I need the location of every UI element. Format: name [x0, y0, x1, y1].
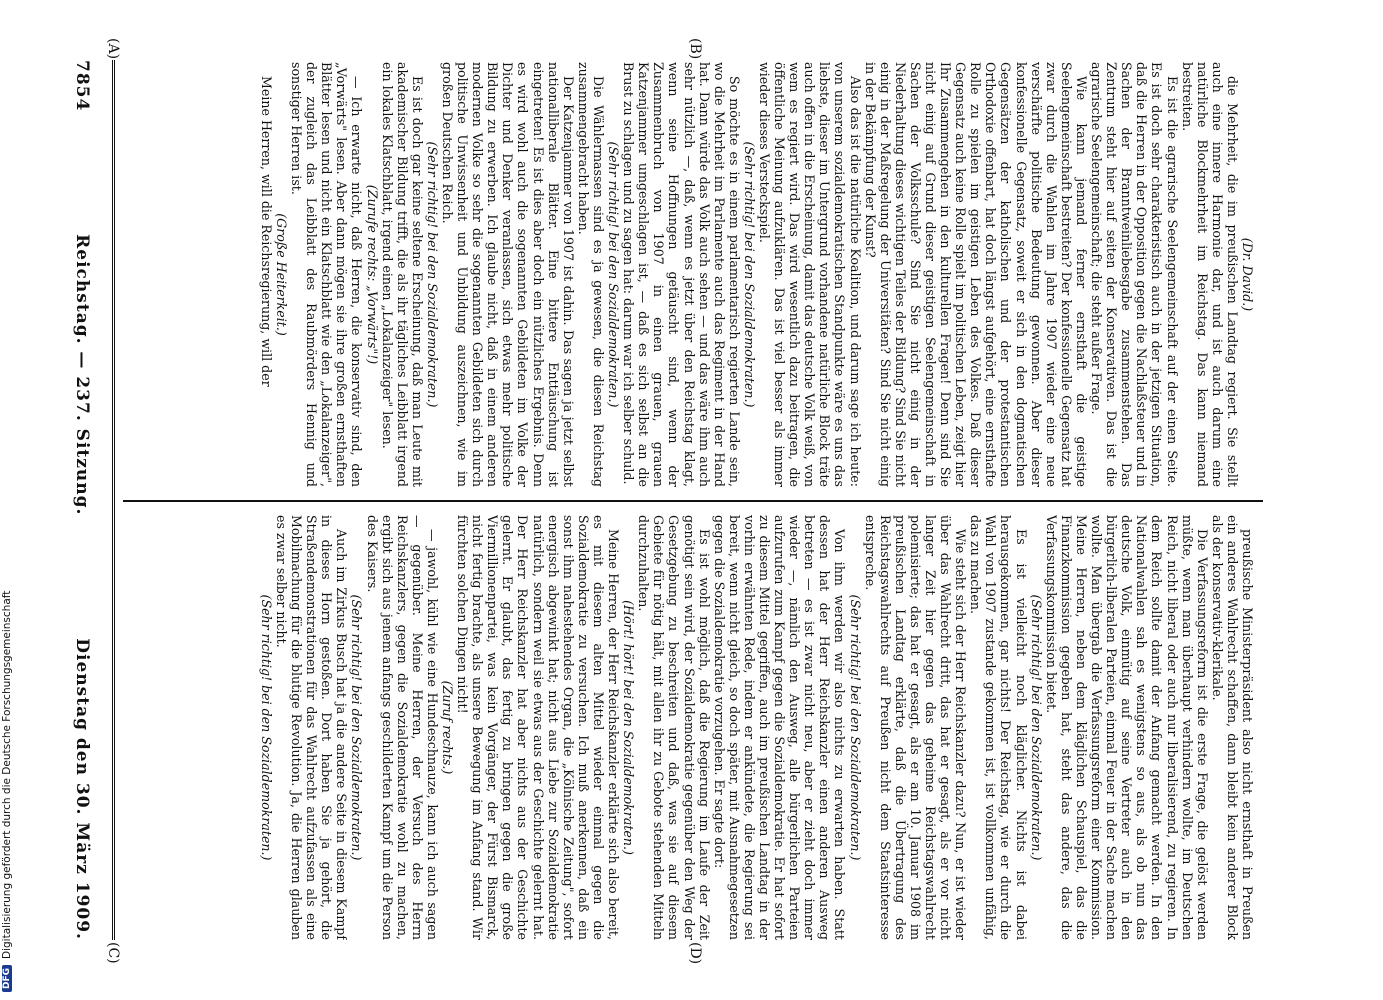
header-title: Reichstag. — 237. Sitzung.	[72, 234, 92, 516]
paragraph: (Sehr richtig! bei den Sozialdemokraten.)	[741, 141, 757, 408]
paragraph: die Mehrheit, die im preußischen Landtag regiert. Sie stellt auch eine innere Harmonie dar, und ist auch darum eine natürliche Blockmehrheit im Reichstag. Das kann niemand bestreiten.	[1179, 62, 1240, 487]
paragraph: Von ihm werden wir also nichts zu erwarten haben. Statt dessen hat der Herr Reichskanzler einen anderen Ausweg betreten — es ist zwar nicht neu, aber er zieht doch immer wieder —, nämlich den Ausweg, alle bürgerlichen Parteien aufzurufen zum Kampf gegen die Sozialdemokratie. Er hat sofort zu diesem Mittel gegriffen, auch im preußischen Landtag in der vorhin erwähnten Rede, indem er ankündete, die Regierung sei bereit, wenn nicht gleich, so doch später, mit Ausnahmegesetzen gegen die Sozialdemokratie vorzugehen. Er sagte dort:	[711, 515, 848, 940]
paragraph: So möchte es in einem parlamentarisch regierten Lande sein, wo die Mehrheit im Parlamente auch das Regiment in der Hand hat. Dann würde das Volk auch sehen — und das wäre ihm auch sehr nützlich —, daß, wenn es jetzt über den Reichstag klagt, wenn seine Hoffnungen getäuscht sind, wenn der Zusammenbruch von 1907 in einen grauen, grauen Katzenjammer umgeschlagen ist, — daß es sich selbst an die Brust zu schlagen und zu sagen hat: darum war ich selber schuld.	[621, 62, 742, 487]
paragraph: Der Katzenjammer von 1907 ist dahin. Das sagen ja jetzt selbst nationalliberale Blätter. Eine bittere Enttäuschung ist eingetreten! Es ist dies aber doch ein nützliches Ergebnis. Denn es wird wohl auch die sogenannten Gebildeten im Volke der Dichter und Denker veranlassen, sich etwas mehr politische Bildung zu erwerben. Ich glaube nicht, daß in einem anderen modernen Volke so sehr die sogenannten Gebildeten sich durch politische Unwissenheit und Unbildung auszeichnen, wie im großen Deutschen Reich.	[440, 62, 576, 487]
footer-sidebar	[0, 0, 14, 1000]
left-column	[125, 62, 1255, 487]
paragraph: (Zuruf rechts.)	[440, 680, 456, 775]
margin-mark-b: (B)	[687, 38, 703, 60]
paragraph: Es ist die agrarische Seelengemeinschaft auf der einen Seite. Es ist doch sehr charakteristisch auch in der jetzigen Situation, daß die Herren in der Opposition gegen die Nachlaßsteuer und in Sachen der Branntweinliebesgabe zusammenstehen. Das Zentrum steht hier auf seiten der Konservativen. Das ist die agrarische Seelengemeinschaft; die steht außer Frage.	[1089, 62, 1180, 487]
paragraph: Meine Herren, der Herr Reichskanzler erklärte sich also bereit, es mit diesem alten Mittel wieder einmal gegen die Sozialdemokratie zu versuchen. Ich muß anerkennen, daß ein sonst ihm nahestehendes Organ, die „Kölnische Zeitung", sofort energisch abgewinkt hat; nicht aus Liebe zur Sozialdemokratie natürlich, sondern weil sie etwas aus der Geschichte gelernt hat. Der Herr Reichskanzler hat aber nichts aus der Geschichte gelernt. Er glaubt, das fertig zu bringen gegen die große Viermillionenpartei, was kein Vorgänger, der Fürst Bismarck, nicht fertig brachte, als unsere Bewegung im Anfang stand. Wir fürchten solchen Dingen nicht!	[455, 515, 622, 940]
margin-mark-d: (D)	[687, 942, 703, 965]
paragraph: (Sehr richtig! bei den Sozialdemokraten.)	[258, 594, 274, 861]
margin-mark-a: (A)	[105, 38, 121, 60]
paragraph: preußische Ministerpräsident also nicht ernsthaft in Preußen ein anderes Wahlrecht schaffen, dann bleibt kein anderer Block als der konservativ-klerikale.	[1209, 515, 1255, 940]
paragraph: (Sehr richtig! bei den Sozialdemokraten.)	[847, 594, 863, 861]
paragraph: Auch im Zirkus Busch hat ja die andere Seite in diesem Kampf in dieses Horn gestoßen. Dort haben Sie ja gehört, die Straßendemonstrationen für das Wahlrecht aufzufassen als eine Mobilmachung für die blutige Revolution. Ja, die Herren glauben es zwar selber nicht.	[274, 515, 350, 940]
paragraph: (Zurufe rechts: „Vorwärts"!)	[364, 184, 380, 365]
paragraph: Es ist vielleicht noch kläglicher. Nichts ist dabei herausgekommen, gar nichts! Der Reichstag, wie er durch die Wahl von 1907 zustande gekommen ist, ist vollkommen unfähig, das zu machen.	[968, 515, 1029, 940]
paragraph: (Hört! hört! bei den Sozialdemokraten.)	[621, 600, 637, 855]
running-header	[67, 60, 97, 940]
column-divider	[123, 500, 1263, 502]
paragraph: (Große Heiterkeit.)	[274, 213, 289, 336]
paragraph: Die Verfassungsreform ist die erste Frage, die gelöst werden müßte, wenn man überhaupt verhindern wollte, im Deutschen Reich, nicht liberal oder auch nur liberalisierend, zu regieren. In dem Reich sollte damit der Anfang gemacht werden. In den Nationalwahlen sah es wenigstens so aus, als ob nun das deutsche Volk, einmütig auf seine Vertreter auch in den bürgerlich-liberalen Parteien, einmal Feuer in der Sache machen wollte. Man übergab die Verfassungsreform einer Kommission. Meine Herren, neben dem kläglichen Schauspiel, das die Finanzkommission gegeben hat, steht das andere, das die Verfassungskommission bietet.	[1043, 515, 1210, 940]
paragraph: Es ist wohl möglich, daß die Regierung im Laufe der Zeit genötigt sein wird, der Sozialdemokratie gegenüber den Weg der Gesetzgebung zu beschreiten und daß, was sie auf diesem Gebiete für nötig hält, mit allen ihr zu Gebote stehenden Mitteln durchzuhalten.	[636, 515, 712, 940]
paragraph: Meine Herren, will die Reichsregierung, will der	[258, 76, 274, 387]
header-rule	[112, 60, 115, 940]
paragraph: Wie kann jemand ferner ernsthaft die geistige Seelengemeinschaft bestreiten? Der konfessionelle Gegensatz hat zwar durch die Wahlen im Jahre 1907 wieder eine neue verschärfte politische Bedeutung gewonnen. Aber dieser konfessionelle Gegensatz, soweit er sich in den dogmatischen Gegensätzen der katholischen und der protestantischen Orthodoxie offenbart, hat doch längst aufgehört, eine ernsthafte Rolle zu spielen im geistigen Leben des Volkes. Daß dieser Gegensatz auch keine Rolle spielt im politischen Leben, zeigt hier Ihr Zusammengehen in den kulturellen Fragen! Denn sind Sie nicht einig auf Grund dieser geistigen Seelengemeinschaft in Sachen der Volksschule? Sind Sie nicht einig in der Niederhaltung dieses wichtigen Teiles der Bildung? Sind Sie nicht einig in der Maßregelung der Universitäten? Sind Sie nicht einig in der Bekämpfung der Kunst?	[862, 62, 1089, 487]
paragraph: Die Wählermassen sind es ja gewesen, die diesen Reichstag zusammengebracht haben.	[575, 62, 606, 487]
footer-credit: Digitalisierung gefördert durch die Deutsche Forschungsgemeinschaft	[1, 590, 13, 959]
paragraph: Also das ist die natürliche Koalition, und darum sage ich heute: von unserem sozialdemokratischen Standpunkte wäre es uns das liebste, dieser im Untergrund vorhandene natürliche Block träte auch offen in die Erscheinung, damit das deutsche Volk weiß, von wem es regiert wird. Das wird wesentlich dazu beitragen, die öffentliche Meinung aufzuklären. Das ist viel besser als immer wieder dieses Versteckspiel.	[757, 62, 863, 487]
right-column	[125, 515, 1255, 940]
paragraph: — Ich erwarte nicht, daß Herren, die konservativ sind, den „Vorwärts" lesen. Aber dann mögen sie ihre großen ernsthaften Blätter lesen und nicht ein Klatschblatt wie den „Lokalanzeiger", der zugleich das Leibblatt des Raubmörders Hennig und sonstiger Herren ist.	[289, 62, 365, 487]
paragraph: Es ist doch gar keine seltene Erscheinung, daß man Leute mit akademischer Bildung trifft, die als ihr tägliches Leibblatt irgend ein lokales Klatschblatt, irgend einen „Lokalanzeiger" lesen.	[379, 62, 425, 487]
paragraph: — jawohl, kühl wie eine Hundeschnauze, kann ich auch sagen — gegenüber. Meine Herren, der Versuch des Herrn Reichskanzlers, gegen die Sozialdemokratie wohl zu machen, ergibt sich aus jenem anfangs geschilderten Kampf um die Person des Kaisers.	[364, 515, 440, 940]
margin-mark-c: (C)	[105, 942, 121, 964]
paragraph: (Sehr richtig! bei den Sozialdemokraten.)	[349, 594, 365, 861]
page-number: 7854	[72, 60, 92, 112]
paragraph: (Sehr richtig! bei den Sozialdemokraten.)	[424, 141, 440, 408]
header-date: Dienstag den 30. März 1909.	[72, 638, 92, 940]
paragraph: Wie steht sich der Herr Reichskanzler dazu? Nun, er ist wieder über das Wahlrecht dritt, das hat er gesagt, als er vor nicht langer Zeit hier gegen das geheime Reichstagswahlrecht polemisierte; das hat er gesagt, als er am 10. Januar 1908 im preußischen Landtag erklärte, daß die Übertragung des Reichstagswahlrechts auf Preußen nicht dem Staatsinteresse entspreche.	[862, 515, 969, 940]
paragraph: (Sehr richtig! bei den Sozialdemokraten.)	[1028, 594, 1044, 861]
speaker-label: (Dr. David.)	[1240, 237, 1255, 312]
dfg-logo: DFG	[2, 965, 12, 992]
paragraph: (Sehr richtig! bei den Sozialdemokraten.)	[606, 141, 622, 408]
